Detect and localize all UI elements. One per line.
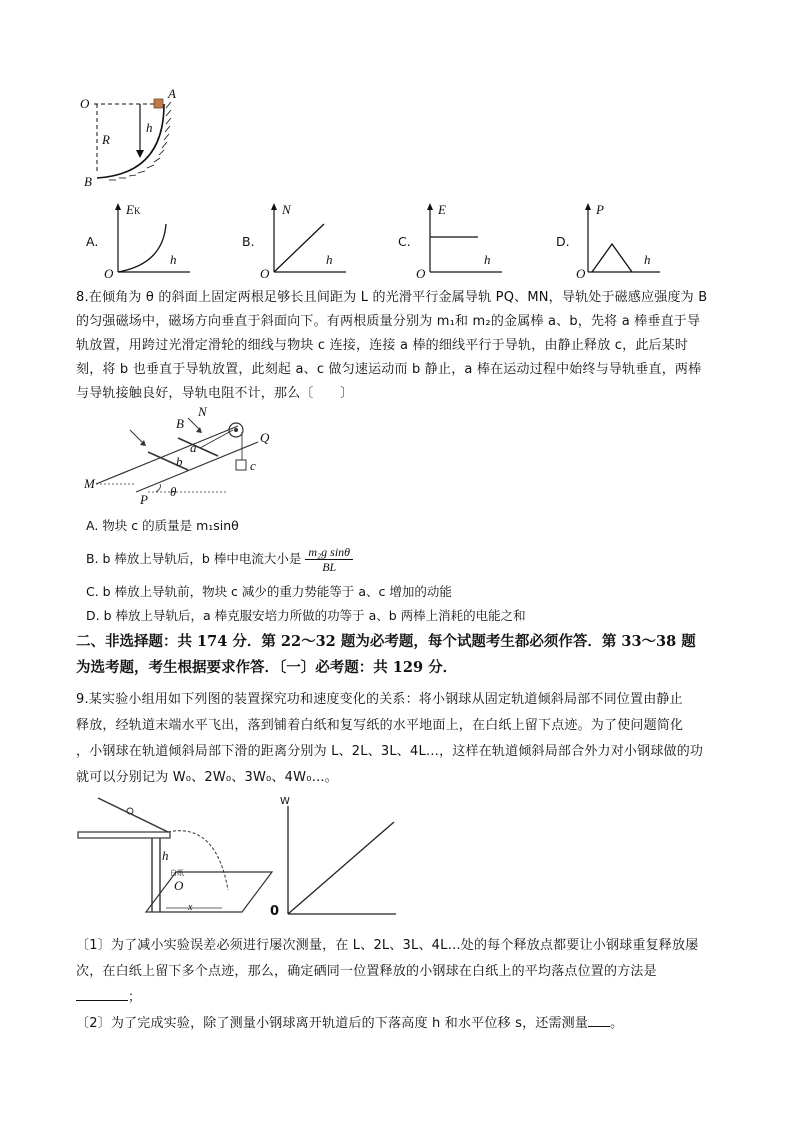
label-A: A: [168, 86, 176, 101]
q8-line-5: 与导轨接触良好，导轨电阻不计，那么〔 〕: [76, 386, 354, 401]
rails-label-B: B: [176, 416, 184, 431]
graph-a-ylabel: EK: [126, 202, 141, 217]
q9-line-1: 9.某实验小组用如下列图的装置探究功和速度变化的关系：将小钢球从固定轨道倾斜局部不同位置由静止: [76, 692, 683, 707]
graph-b-xlabel: h: [326, 252, 333, 267]
rails-label-Q: Q: [260, 430, 270, 445]
graph-a-origin: O: [104, 266, 114, 281]
graph-d-ylabel: P: [596, 202, 604, 217]
rails-label-b: b: [176, 454, 183, 469]
rails-label-P: P: [140, 492, 148, 507]
label-h: h: [146, 120, 153, 135]
q9-sub2-text: 〔2〕为了完成实验，除了测量小钢球离开轨道后的下落高度 h 和水平位移 s，还需测量: [76, 1016, 589, 1031]
rails-label-c: c: [250, 458, 256, 473]
graph-b-letter: B.: [242, 234, 255, 249]
q8-option-c: C. b 棒放上导轨前，物块 c 减少的重力势能等于 a、c 增加的动能: [86, 584, 452, 599]
projectile-label-x: x: [188, 902, 193, 913]
fraction-numerator: m₂g sinθ: [305, 545, 353, 560]
q9-sub1-line-1: 〔1〕为了减小实验误差必须进行屡次测量，在 L、2L、3L、4L…处的每个释放点都要让小钢球重复释放屡: [76, 938, 699, 953]
q9-sub2: [76, 1012, 726, 1036]
w-graph: [270, 796, 400, 922]
fraction-denominator: BL: [322, 560, 337, 574]
track-figure: [74, 88, 184, 192]
graph-a: [86, 202, 196, 282]
projectile-label-h: h: [162, 848, 169, 863]
q9-sub1-answer-blank[interactable]: [76, 986, 128, 1001]
label-O: O: [80, 96, 90, 111]
rails-label-a: a: [190, 440, 197, 455]
graph-d-letter: D.: [556, 234, 570, 249]
rails-label-theta: θ: [170, 484, 177, 499]
rails-label-M: M: [84, 476, 95, 491]
graph-c: [398, 202, 508, 282]
projectile-label-O: O: [174, 878, 184, 893]
graph-c-letter: C.: [398, 234, 411, 249]
projectile-label-paper: 白纸: [170, 869, 184, 877]
q8-line-1: 8.在倾角为 θ 的斜面上固定两根足够长且间距为 L 的光滑平行金属导轨 PQ、MN，导轨处于磁感应强度为 B: [76, 290, 708, 305]
q9-line-3: ，小钢球在轨道倾斜局部下滑的距离分别为 L、2L、3L、4L…，这样在轨道倾斜局部合外力对小钢球做的功: [76, 744, 704, 759]
q9-sub1-line-2: 次，在白纸上留下多个点迹，那么，确定硒同一位置释放的小钢球在白纸上的平均落点位置的方法是: [76, 964, 657, 979]
w-graph-origin: 0: [270, 904, 280, 919]
graph-d-xlabel: h: [644, 252, 651, 267]
label-B: B: [84, 174, 92, 189]
q9-sub1-line-3: [76, 986, 726, 1010]
q9-sub1-end: ；: [128, 990, 142, 1005]
graph-c-ylabel: E: [438, 202, 446, 217]
graph-b-ylabel: N: [282, 202, 291, 217]
graph-a-xlabel: h: [170, 252, 177, 267]
rails-figure: [78, 404, 278, 508]
graph-d: [556, 202, 666, 282]
q8-line-4: 刻，将 b 也垂直于导轨放置，此刻起 a、c 做匀速运动而 b 静止，a 棒在运动过程中始终与导轨垂直，两棒: [76, 362, 702, 377]
section-2-heading-line-1: 二、非选择题：共 174 分．第 22～32 题为必考题，每个试题考生都必须作答．第 33～38 题: [76, 633, 696, 650]
graph-b: [242, 202, 352, 282]
q9-line-4: 就可以分别记为 W₀、2W₀、3W₀、4W₀…。: [76, 770, 339, 785]
rails-label-N: N: [198, 404, 207, 419]
section-2-heading-line-2: 为选考题，考生根据要求作答．〔一〕必考题：共 129 分．: [76, 659, 458, 676]
projectile-figure: [76, 792, 276, 922]
graph-a-letter: A.: [86, 234, 99, 249]
q8-line-2: 的匀强磁场中，磁场方向垂直于斜面向下。有两根质量分别为 m₁和 m₂的金属棒 a、b，先将 a 棒垂直于导: [76, 314, 701, 329]
label-R: R: [102, 132, 110, 147]
q8-option-b-text: B. b 棒放上导轨后，b 棒中电流大小是: [86, 551, 302, 566]
q8-option-d: D. b 棒放上导轨后，a 棒克服安培力所做的功等于 a、b 两棒上消耗的电能之和: [86, 608, 526, 623]
graph-c-xlabel: h: [484, 252, 491, 267]
graph-c-origin: O: [416, 266, 426, 281]
q8-option-b: [86, 542, 353, 576]
w-graph-ylabel: W: [280, 796, 290, 807]
q8-option-b-fraction: [305, 545, 353, 574]
graph-d-origin: O: [576, 266, 586, 281]
graph-b-origin: O: [260, 266, 270, 281]
q8-option-a: A. 物块 c 的质量是 m₁sinθ: [86, 518, 239, 533]
q9-sub2-answer-blank[interactable]: [588, 1012, 610, 1027]
q9-line-2: 释放，经轨道末端水平飞出，落到铺着白纸和复写纸的水平地面上，在白纸上留下点迹。为了使问题简化: [76, 718, 684, 733]
q8-line-3: 轨放置，用跨过光滑定滑轮的细线与物块 c 连接，连接 a 棒的细线平行于导轨，由静止释放 c，此后某时: [76, 338, 689, 353]
q9-sub2-end: 。: [610, 1016, 624, 1031]
